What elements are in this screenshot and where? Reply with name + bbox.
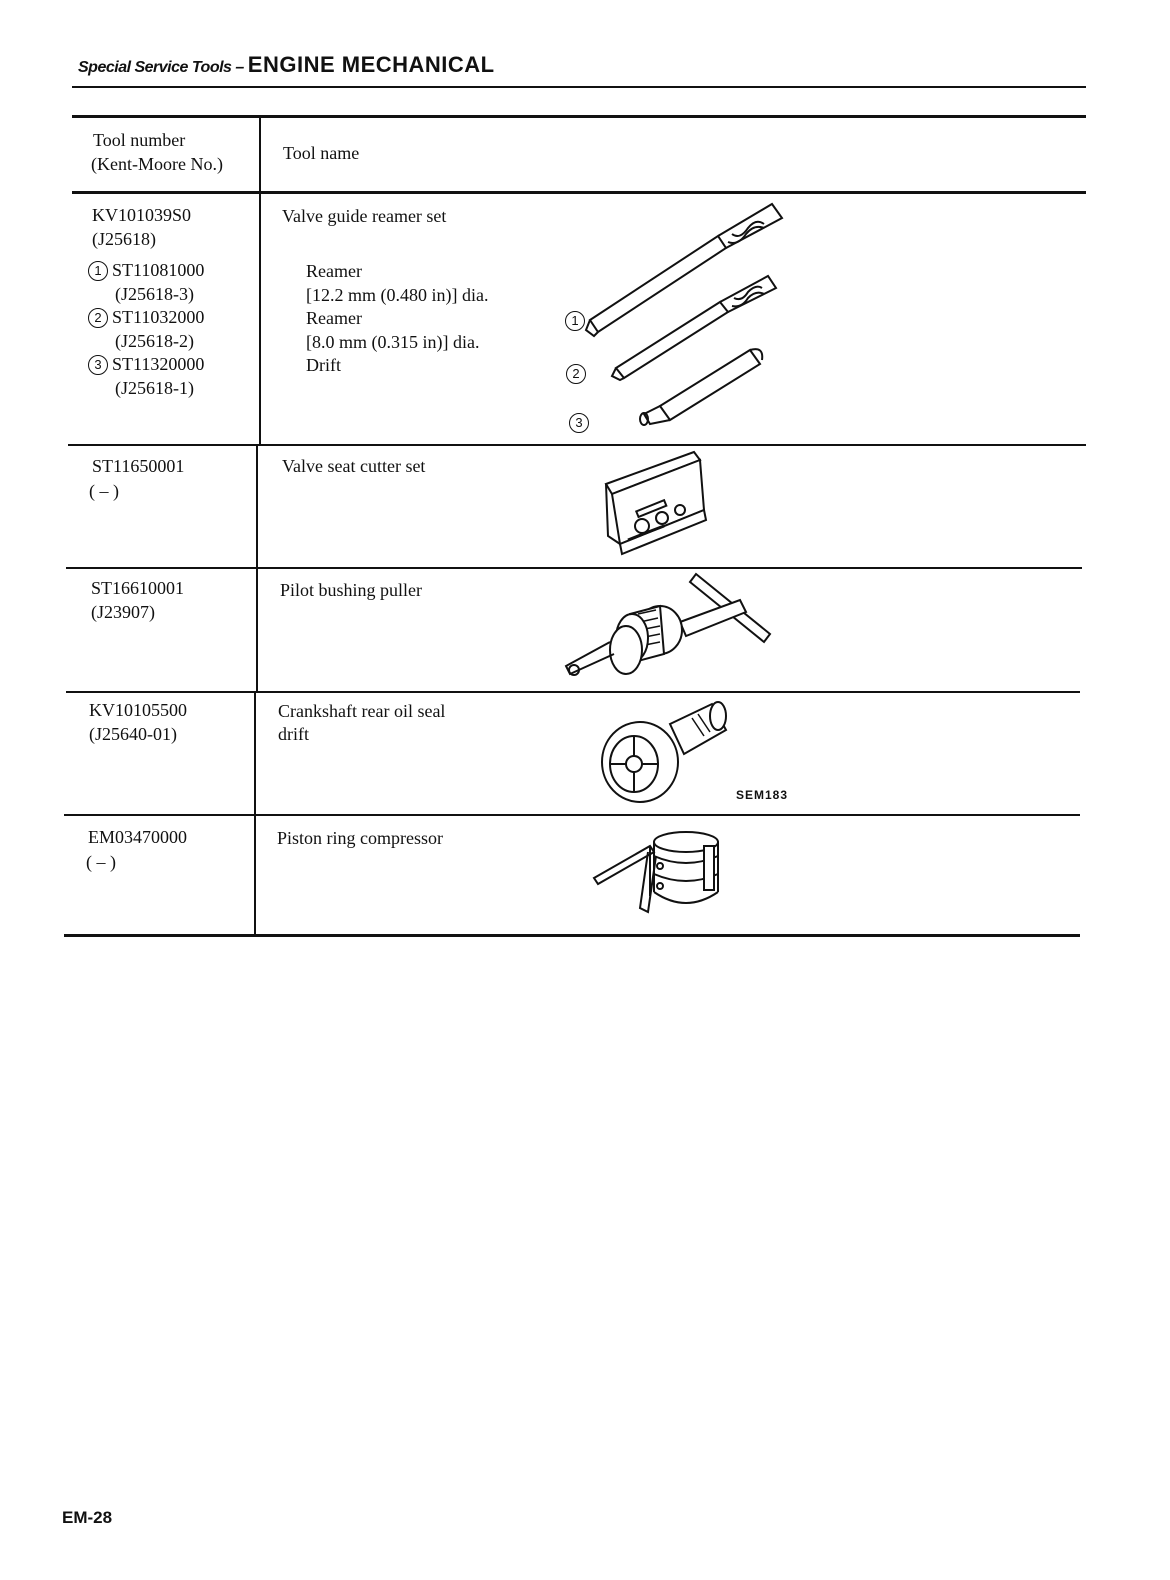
part-1-marker: 1 bbox=[88, 261, 108, 281]
part-3-kent: (J25618-1) bbox=[115, 378, 194, 398]
part-2-name: Reamer bbox=[306, 308, 362, 328]
cutter-set-illustration bbox=[600, 448, 710, 560]
table-row-4-kent: (J25640-01) bbox=[89, 724, 177, 744]
col-header-kent-moore: (Kent-Moore No.) bbox=[91, 154, 223, 174]
column-divider bbox=[254, 691, 256, 936]
row-divider bbox=[64, 814, 1080, 816]
page-number: EM-28 bbox=[62, 1508, 113, 1527]
table-row-4-name: Crankshaft rear oil seal bbox=[278, 701, 446, 721]
illo-marker-2: 2 bbox=[566, 364, 586, 384]
table-top-rule bbox=[72, 115, 1086, 118]
header-section: Special Service Tools – bbox=[78, 59, 244, 76]
table-bottom-rule bbox=[64, 934, 1080, 937]
part-1-name: Reamer bbox=[306, 261, 362, 281]
table-row-3-number: ST16610001 bbox=[91, 578, 185, 598]
table-row-5-number: EM03470000 bbox=[88, 827, 187, 847]
reamer-set-illustration bbox=[580, 200, 820, 440]
row-divider bbox=[66, 567, 1082, 569]
illustration-code: SEM183 bbox=[736, 788, 789, 802]
table-row-1-name: Valve guide reamer set bbox=[282, 206, 447, 226]
part-3-name: Drift bbox=[306, 355, 341, 375]
column-divider bbox=[256, 444, 258, 692]
part-2-spec: [8.0 mm (0.315 in)] dia. bbox=[306, 332, 480, 352]
column-divider bbox=[259, 115, 261, 445]
table-row-1-number: KV101039S0 bbox=[92, 205, 192, 225]
table-row-5-name: Piston ring compressor bbox=[277, 828, 443, 848]
part-1-number: 1 ST11081000 bbox=[88, 259, 204, 282]
ring-compressor-illustration bbox=[590, 826, 730, 918]
table-row-2-kent: ( – ) bbox=[89, 481, 119, 501]
illo-marker-3: 3 bbox=[569, 413, 589, 433]
table-row-1-kent: (J25618) bbox=[92, 229, 156, 249]
part-1-spec: [12.2 mm (0.480 in)] dia. bbox=[306, 285, 489, 305]
header-title: ENGINE MECHANICAL bbox=[247, 52, 495, 77]
row-divider bbox=[66, 691, 1080, 693]
row-divider bbox=[68, 444, 1086, 446]
oil-seal-drift-illustration bbox=[600, 696, 740, 806]
table-row-2-name: Valve seat cutter set bbox=[282, 456, 426, 476]
table-row-3-kent: (J23907) bbox=[91, 602, 155, 622]
part-3-marker: 3 bbox=[88, 355, 108, 375]
part-2-number: 2 ST11032000 bbox=[88, 306, 204, 329]
table-row-4-name-line2: drift bbox=[278, 724, 309, 744]
col-header-tool-name: Tool name bbox=[283, 143, 360, 163]
illo-marker-1: 1 bbox=[565, 311, 585, 331]
table-row-5-kent: ( – ) bbox=[86, 852, 116, 872]
header-rule bbox=[72, 86, 1086, 88]
table-header-rule bbox=[72, 191, 1086, 194]
page-header bbox=[78, 52, 495, 78]
part-1-kent: (J25618-3) bbox=[115, 284, 194, 304]
part-2-marker: 2 bbox=[88, 308, 108, 328]
col-header-tool-number: Tool number bbox=[93, 130, 186, 150]
table-row-2-number: ST11650001 bbox=[92, 456, 185, 476]
table-row-3-name: Pilot bushing puller bbox=[280, 580, 423, 600]
part-2-kent: (J25618-2) bbox=[115, 331, 194, 351]
table-row-4-number: KV10105500 bbox=[89, 700, 187, 720]
part-3-number: 3 ST11320000 bbox=[88, 353, 204, 376]
bushing-puller-illustration bbox=[560, 570, 780, 682]
